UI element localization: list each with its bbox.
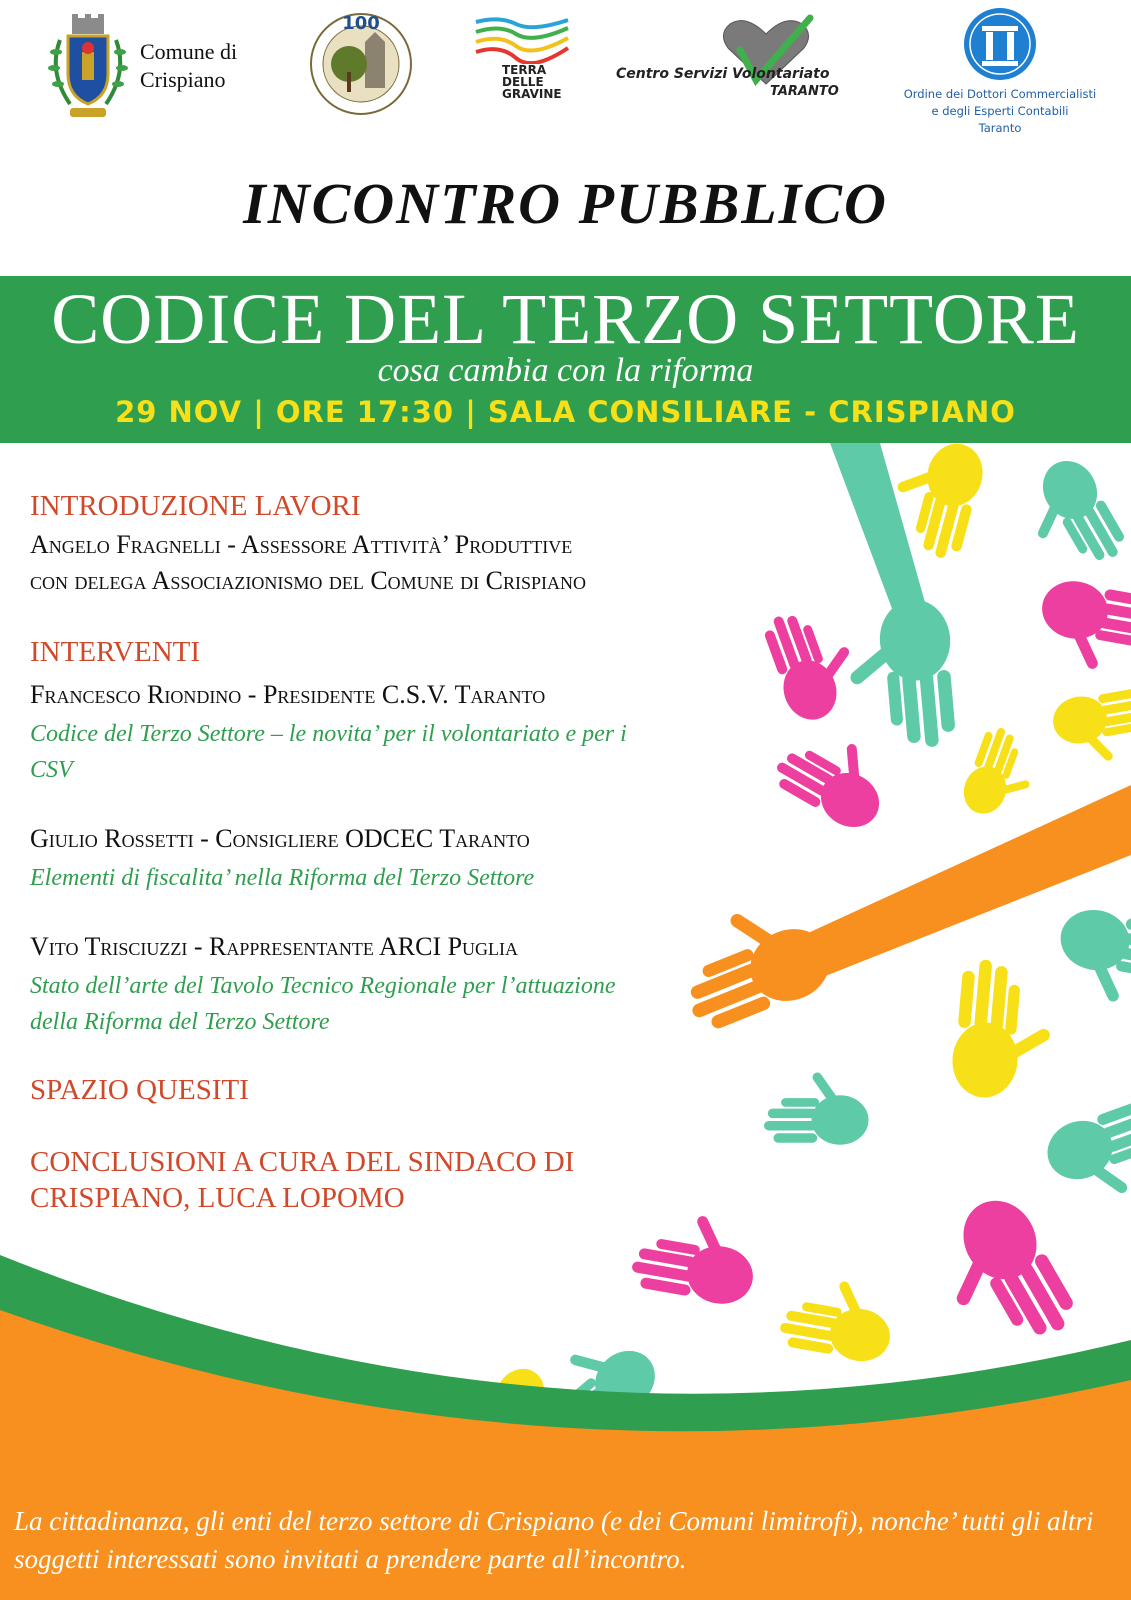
- speaker-topic-line1: Stato dell’arte del Tavolo Tecnico Regionale per l’attuazione: [30, 973, 616, 999]
- speaker-topic: [30, 716, 730, 788]
- section-heading-introduzione: INTRODUZIONE LAVORI: [30, 490, 361, 522]
- event-date-place: 29 NOV | ORE 17:30 | SALA CONSILIARE - CRISPIANO: [115, 395, 1016, 429]
- speaker-topic: [30, 968, 730, 1040]
- section-heading-conclusioni: [30, 1144, 574, 1216]
- speaker-name: Francesco Riondino - Presidente C.S.V. Taranto: [30, 680, 546, 709]
- odcec-line1: Ordine dei Dottori Commercialisti: [903, 87, 1097, 101]
- terra-line2: DELLE: [502, 75, 544, 89]
- section-heading-quesiti: SPAZIO QUESITI: [30, 1074, 249, 1106]
- speaker-topic: [30, 860, 730, 896]
- speaker-topic-line2: CSV: [30, 757, 73, 783]
- odcec-name: [890, 86, 1110, 137]
- csv-name: Centro Servizi Volontariato: [616, 66, 830, 82]
- conclusion-line2: CRISPIANO, LUCA LOPOMO: [30, 1182, 405, 1214]
- terra-delle-gravine-waves-icon: [472, 14, 572, 64]
- intro-speaker-line2: con delega Associazionismo del Comune di Crispiano: [30, 566, 587, 595]
- speaker-topic-line1: Elementi di fiscalita’ nella Riforma del Terzo Settore: [30, 865, 535, 891]
- comune-name: [140, 38, 237, 94]
- odcec-line2: e degli Esperti Contabili: [931, 104, 1069, 118]
- invitation-text: La cittadinanza, gli enti del terzo settore di Crispiano (e dei Comuni limitrofi), nonche’ tutti gli altri soggetti interessati sono invitati a prendere parte all’incontro.: [14, 1506, 1094, 1574]
- odcec-line3: Taranto: [978, 121, 1022, 135]
- intro-speaker-line1: Angelo Fragnelli - Assessore Attività’ Produttive: [30, 530, 573, 559]
- csv-city: TARANTO: [770, 84, 839, 99]
- event-subtitle: cosa cambia con la riforma: [377, 352, 754, 389]
- section-heading-interventi: INTERVENTI: [30, 636, 201, 668]
- page-title: INCONTRO PUBBLICO: [243, 171, 888, 236]
- event-title: CODICE DEL TERZO SETTORE: [51, 279, 1080, 359]
- comune-name-line1: Comune di: [140, 39, 238, 64]
- centenary-number: 100: [342, 13, 380, 34]
- terra-line1: TERRA: [502, 63, 547, 77]
- comune-crest-logo: [40, 12, 136, 122]
- comune-name-line2: Crispiano: [140, 67, 226, 92]
- conclusion-line1: CONCLUSIONI A CURA DEL SINDACO DI: [30, 1146, 575, 1178]
- speaker-name: Giulio Rossetti - Consigliere ODCEC Taranto: [30, 824, 530, 853]
- odcec-columns-logo: [962, 6, 1038, 82]
- terra-delle-gravine-label: [502, 64, 562, 100]
- terra-line3: GRAVINE: [502, 87, 562, 101]
- logo-bar: [0, 0, 1131, 150]
- speaker-topic-line1: Codice del Terzo Settore – le novita’ per il volontariato e per i: [30, 721, 627, 747]
- speaker-name: Vito Trisciuzzi - Rappresentante ARCI Puglia: [30, 932, 519, 961]
- speaker-topic-line2: della Riforma del Terzo Settore: [30, 1009, 330, 1035]
